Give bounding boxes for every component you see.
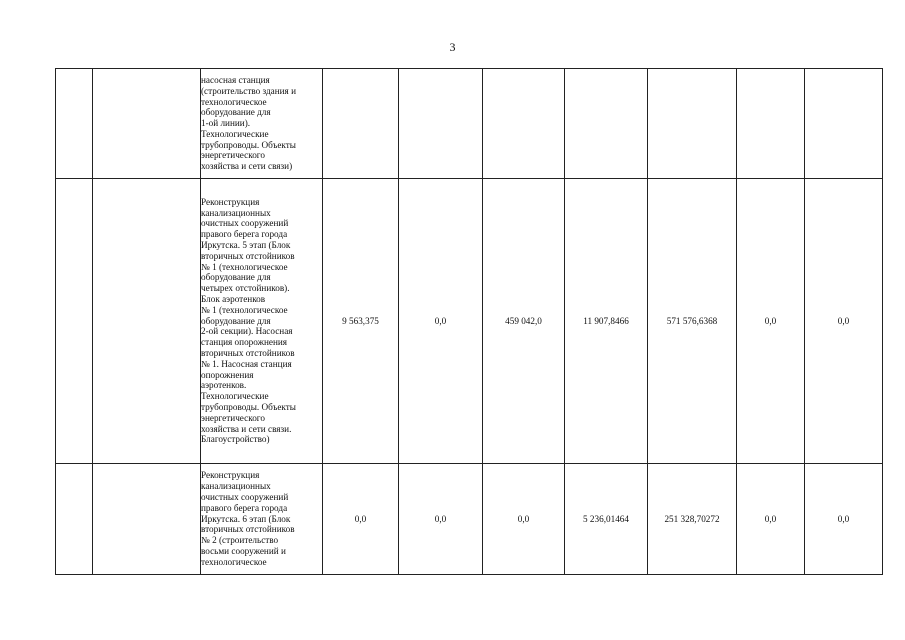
value-cell: 459 042,0 [483, 179, 565, 464]
index-cell [56, 464, 93, 575]
value-cell [399, 69, 483, 179]
value-cell: 0,0 [737, 179, 805, 464]
table-row [56, 464, 883, 575]
value-cell [483, 69, 565, 179]
value-cell: 9 563,375 [323, 179, 399, 464]
value-cell: 0,0 [399, 179, 483, 464]
value-cell [648, 69, 737, 179]
value-cell: 0,0 [737, 464, 805, 575]
page-number: 3 [449, 40, 456, 54]
value-cell: 5 236,01464 [565, 464, 648, 575]
value-cell: 571 576,6368 [648, 179, 737, 464]
value-cell: 0,0 [399, 464, 483, 575]
value-cell: 0,0 [805, 464, 883, 575]
value-cell: 0,0 [805, 179, 883, 464]
table-row [56, 179, 883, 464]
name-cell [93, 179, 201, 464]
data-table [55, 68, 883, 575]
description-cell: Реконструкция канализационных очистных сооружений правого берега города Иркутска. 6 этап (Блок вторичных отстойников № 2 (строительство восьми сооружений и технологическое [201, 464, 323, 575]
name-cell [93, 464, 201, 575]
value-cell: 0,0 [483, 464, 565, 575]
value-cell [805, 69, 883, 179]
table-row [56, 69, 883, 179]
value-cell [737, 69, 805, 179]
index-cell [56, 179, 93, 464]
description-cell: насосная станция (строительство здания и технологическое оборудование для 1-ой линии). Технологические трубопроводы. Объекты энергетического хозяйства и сети связи) [201, 69, 323, 179]
value-cell [323, 69, 399, 179]
value-cell: 251 328,70272 [648, 464, 737, 575]
value-cell: 0,0 [323, 464, 399, 575]
value-cell [565, 69, 648, 179]
value-cell: 11 907,8466 [565, 179, 648, 464]
name-cell [93, 69, 201, 179]
index-cell [56, 69, 93, 179]
description-cell: Реконструкция канализационных очистных сооружений правого берега города Иркутска. 5 этап (Блок вторичных отстойников № 1 (технологическое оборудование для четырех отстойников). Блок аэротенков № 1 (технологическое оборудование для 2-ой секции). Насосная станция опорожнения вторичных отстойников № 1. Насосная станция опорожнения аэротенков. Технологические трубопроводы. Объекты энергетического хозяйства и сети связи. Благоустройство) [201, 179, 323, 464]
